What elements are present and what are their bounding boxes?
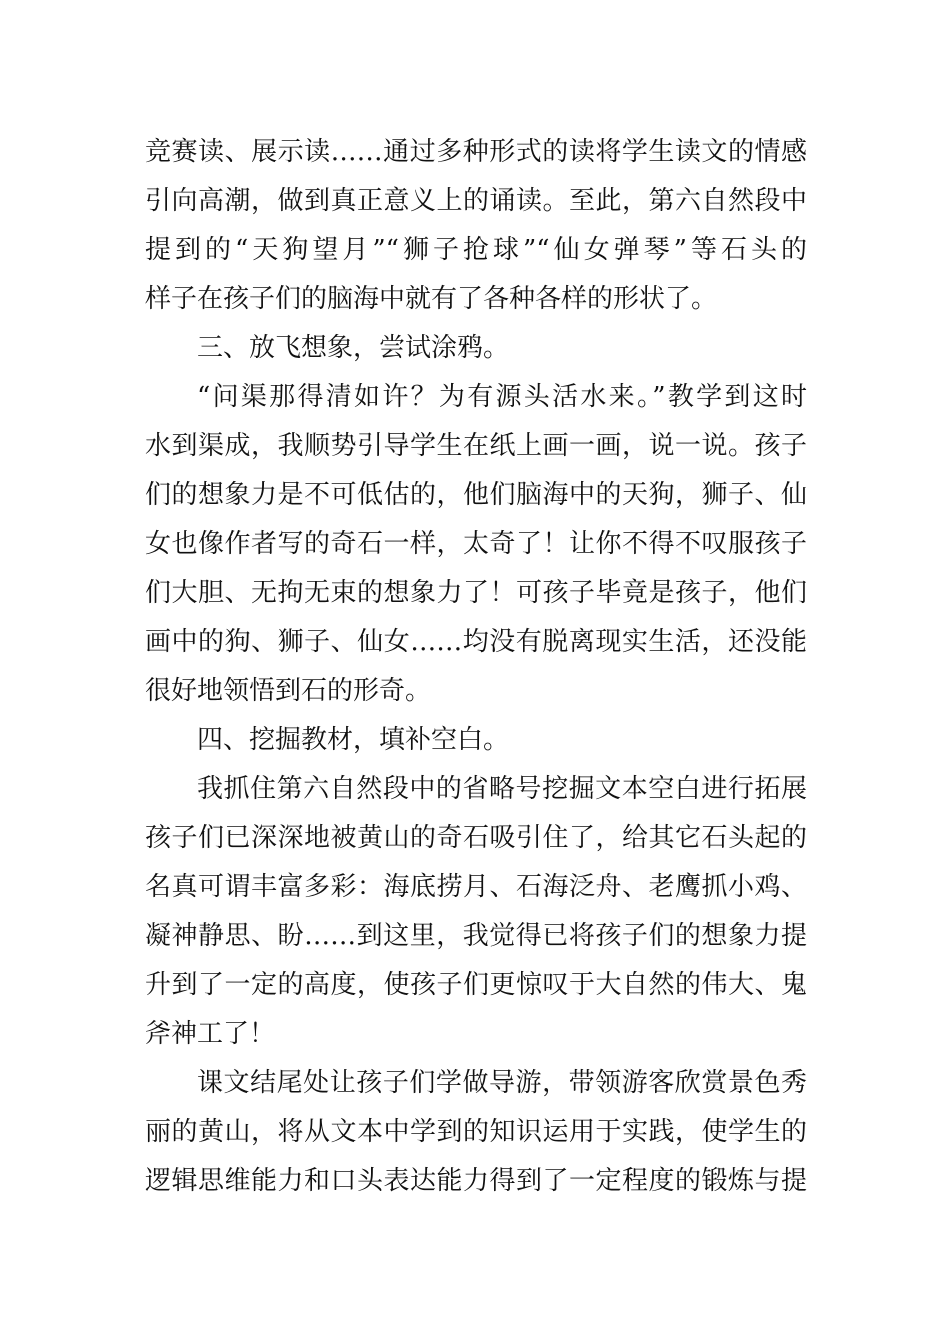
text-line: 名真可谓丰富多彩：海底捞月、石海泛舟、老鹰抓小鸡、 xyxy=(145,872,807,902)
body-text xyxy=(145,128,807,1206)
text-line: 斧神工了！ xyxy=(145,1019,276,1049)
text-line: 课文结尾处让孩子们学做导游，带领游客欣赏景色秀 xyxy=(197,1068,807,1098)
text-line: 凝神静思、盼……到这里，我觉得已将孩子们的想象力提 xyxy=(145,921,807,951)
text-line: 引向高潮，做到真正意义上的诵读。至此，第六自然段中 xyxy=(145,186,807,216)
text-line: 丽的黄山，将从文本中学到的知识运用于实践，使学生的 xyxy=(145,1117,807,1147)
text-line: 孩子们已深深地被黄山的奇石吸引住了，给其它石头起的 xyxy=(145,823,807,853)
text-line: 逻辑思维能力和口头表达能力得到了一定程度的锻炼与提 xyxy=(145,1166,807,1196)
text-line: 们大胆、无拘无束的想象力了！可孩子毕竟是孩子，他们 xyxy=(145,578,807,608)
text-line: 们的想象力是不可低估的，他们脑海中的天狗，狮子、仙 xyxy=(145,480,807,510)
text-line: 升到了一定的高度，使孩子们更惊叹于大自然的伟大、鬼 xyxy=(145,970,807,1000)
text-line: 四、挖掘教材，填补空白。 xyxy=(197,725,510,755)
text-line: 我抓住第六自然段中的省略号挖掘文本空白进行拓展 xyxy=(197,774,807,804)
text-line: “问渠那得清如许？为有源头活水来。”教学到这时 xyxy=(197,382,807,412)
text-line: 三、放飞想象，尝试涂鸦。 xyxy=(197,333,510,363)
text-line: 女也像作者写的奇石一样，太奇了！让你不得不叹服孩子 xyxy=(145,529,807,559)
text-line: 画中的狗、狮子、仙女……均没有脱离现实生活，还没能 xyxy=(145,627,807,657)
text-line: 水到渠成，我顺势引导学生在纸上画一画，说一说。孩子 xyxy=(145,431,807,461)
text-line: 样子在孩子们的脑海中就有了各种各样的形状了。 xyxy=(145,284,718,314)
text-line: 很好地领悟到石的形奇。 xyxy=(145,676,432,706)
text-line: 竞赛读、展示读……通过多种形式的读将学生读文的情感 xyxy=(145,137,807,167)
text-line: 提到的“天狗望月”“狮子抢球”“仙女弹琴”等石头的 xyxy=(145,235,807,265)
